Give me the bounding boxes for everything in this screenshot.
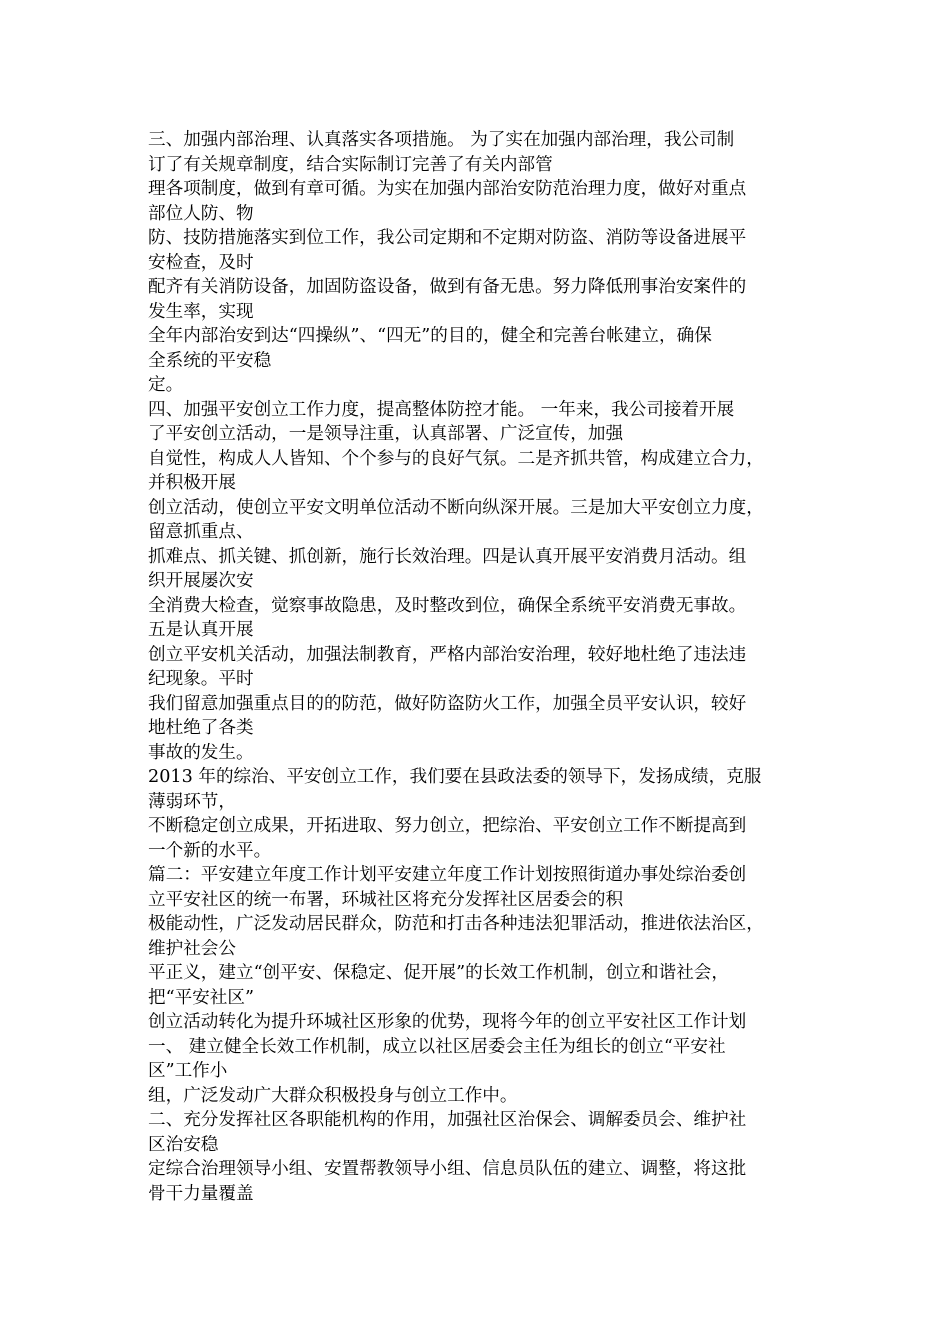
text-line: 安检查，及时 xyxy=(148,252,254,273)
text-line: 五是认真开展 xyxy=(148,620,254,640)
text-line: 组，广泛发动广大群众积极投身与创立工作中。 xyxy=(148,1085,518,1106)
text-line: 三、加强内部治理、认真落实各项措施。 为了实在加强内部治理，我公司制 xyxy=(148,130,735,150)
text-line: 篇二：平安建立年度工作计划平安建立年度工作计划按照街道办事处综治委创 xyxy=(148,865,747,885)
text-line: 地杜绝了各类 xyxy=(148,718,254,738)
text-line: 四、加强平安创立工作力度，提高整体防控才能。 一年来，我公司接着开展 xyxy=(148,399,735,420)
text-line: 纪现象。平时 xyxy=(148,669,254,689)
text-line: 平正义，建立“创平安、保稳定、促开展”的长效工作机制，创立和谐社会， xyxy=(148,963,729,983)
text-line: 薄弱环节， xyxy=(148,791,236,812)
text-line: 事故的发生。 xyxy=(148,742,254,763)
text-line: 全年内部治安到达“四操纵”、“四无”的目的，健全和完善台帐建立，确保 xyxy=(148,326,712,346)
text-line: 我们留意加强重点目的的防范，做好防盗防火工作，加强全员平安认识，较好 xyxy=(148,693,747,714)
document-body xyxy=(148,128,813,1206)
text-line: 一个新的水平。 xyxy=(148,840,272,861)
text-line: 抓难点、抓关键、抓创新，施行长效治理。四是认真开展平安消费月活动。组 xyxy=(148,546,747,567)
text-line: 极能动性，广泛发动居民群众，防范和打击各种违法犯罪活动，推进依法治区， xyxy=(148,914,764,934)
text-line: 维护社会公 xyxy=(148,938,236,959)
text-line: 二、充分发挥社区各职能机构的作用，加强社区治保会、调解委员会、维护社 xyxy=(148,1110,747,1130)
text-line: 订了有关规章制度，结合实际制订完善了有关内部管 xyxy=(148,154,553,175)
text-line: 创立平安机关活动，加强法制教育，严格内部治安治理，较好地杜绝了违法违 xyxy=(148,644,747,665)
text-line: 创立活动，使创立平安文明单位活动不断向纵深开展。三是加大平安创立力度， xyxy=(148,497,764,518)
text-line: 创立活动转化为提升环城社区形象的优势，现将今年的创立平安社区工作计划 xyxy=(148,1012,747,1032)
text-line: 不断稳定创立成果，开拓进取、努力创立，把综治、平安创立工作不断提高到 xyxy=(148,816,747,836)
text-line: 一、 建立健全长效工作机制，成立以社区居委会主任为组长的创立“平安社 xyxy=(148,1036,726,1057)
text-line: 区”工作小 xyxy=(148,1061,228,1081)
text-line: 自觉性，构成人人皆知、个个参与的良好气氛。二是齐抓共管，构成建立合力， xyxy=(148,448,764,469)
text-line: 防、技防措施落实到位工作，我公司定期和不定期对防盗、消防等设备进展平 xyxy=(148,228,747,248)
text-line: 织开展屡次安 xyxy=(148,571,254,591)
text-line: 定综合治理领导小组、安置帮教领导小组、信息员队伍的建立、调整，将这批 xyxy=(148,1159,747,1179)
text-line: 骨干力量覆盖 xyxy=(148,1183,254,1204)
text-line: 把“平安社区” xyxy=(148,987,254,1008)
text-line: 定。 xyxy=(148,375,184,395)
text-line: 了平安创立活动，一是领导注重，认真部署、广泛宣传，加强 xyxy=(148,424,624,444)
text-line: 并积极开展 xyxy=(148,473,236,493)
text-line: 配齐有关消防设备，加固防盗设备，做到有备无患。努力降低刑事治安案件的 xyxy=(148,277,747,297)
text-line: 2013 年的综治、平安创立工作，我们要在县政法委的领导下，发扬成绩，克服 xyxy=(148,767,762,787)
text-line: 全系统的平安稳 xyxy=(148,350,272,371)
text-line: 立平安社区的统一布署，环城社区将充分发挥社区居委会的积 xyxy=(148,889,624,910)
text-line: 全消费大检查，觉察事故隐患，及时整改到位，确保全系统平安消费无事故。 xyxy=(148,595,747,616)
text-line: 发生率，实现 xyxy=(148,301,254,322)
text-line: 区治安稳 xyxy=(148,1134,219,1155)
text-line: 部位人防、物 xyxy=(148,203,254,224)
text-line: 留意抓重点、 xyxy=(148,522,254,542)
text-line: 理各项制度，做到有章可循。为实在加强内部治安防范治理力度，做好对重点 xyxy=(148,179,747,199)
